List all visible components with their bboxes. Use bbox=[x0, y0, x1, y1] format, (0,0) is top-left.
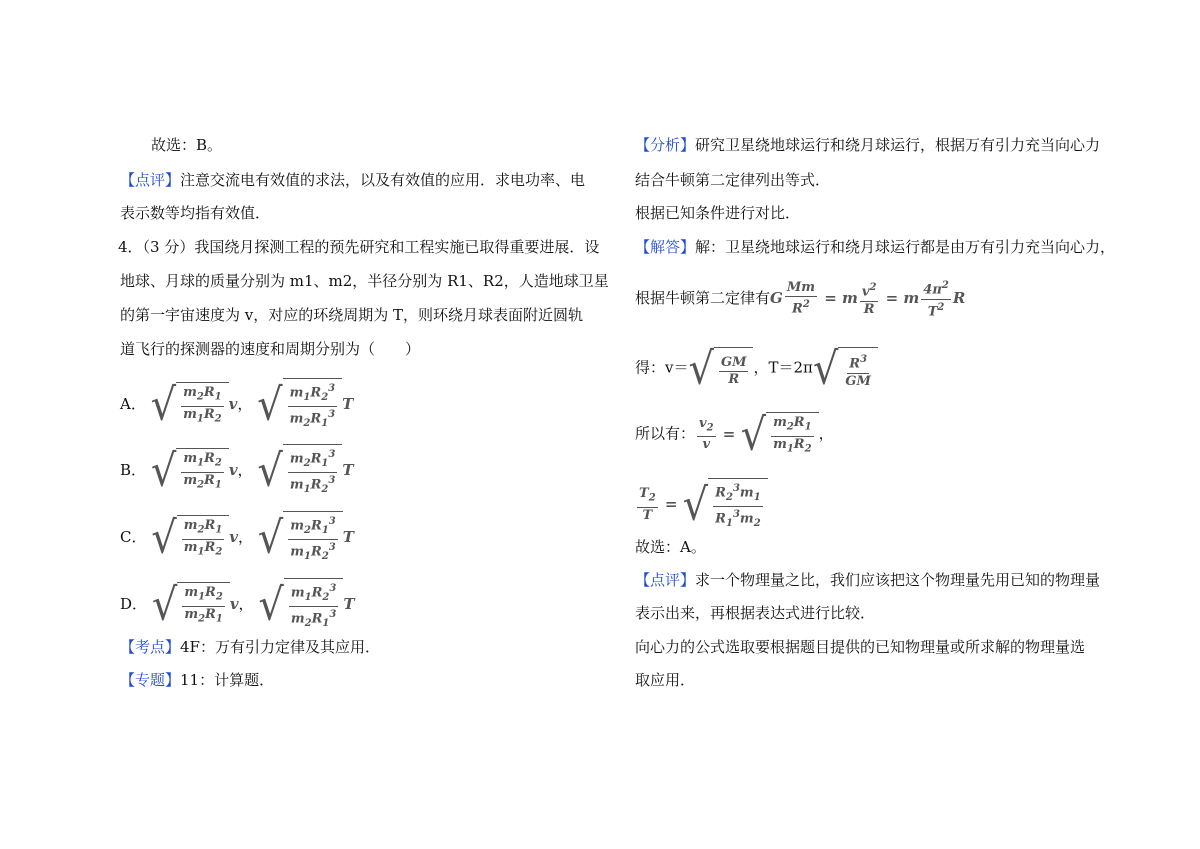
answer-line: 故选：B。 bbox=[151, 136, 223, 154]
formula: √ $\frac{m_1R_2}{m_2R_1}$ bbox=[151, 448, 229, 493]
question-line-3: 的第一宇宙速度为 v，对应的环绕周期为 T，则环绕月球表面附近圆轨 bbox=[120, 306, 584, 324]
solution-line-4: 所以有： $\frac{v_2}{v}$ = √ $\frac{m_2R_1}{m_1R_2}$ ， bbox=[635, 409, 834, 460]
question-line-4: 道飞行的探测器的速度和周期分别为（ ） bbox=[120, 340, 421, 358]
solution-line-2: 根据牛顿第二定律有G $\frac{Mm}{R^2}$ = m $\frac{v^2}{R}$ = m $\frac{4\pi^2}{T^2}$ R bbox=[635, 280, 966, 319]
comment-line-2: 表示数等均指有效值． bbox=[120, 204, 271, 222]
analysis-line-2: 结合牛顿第二定律列出等式． bbox=[635, 171, 831, 189]
formula: √ $\frac{m_1R_2^3}{m_2R_1^3}$ bbox=[258, 578, 343, 632]
formula: √ $\frac{m_2R_1^3}{m_1R_2^3}$ bbox=[257, 444, 342, 498]
solution-line-3: 得：v＝ √ $\frac{GM}{R}$ ，T＝2π √ $\frac{R^3}{GM}$ bbox=[635, 347, 878, 390]
analysis-line-3: 根据已知条件进行对比． bbox=[635, 204, 801, 222]
formula: √ $\frac{m_2R_1}{m_1R_2}$ bbox=[151, 515, 229, 560]
option-c: C． √ $\frac{m_2R_1}{m_1R_2}$ v， √ $\frac{m_2R_1^3}{m_1R_2^3}$ T bbox=[120, 512, 354, 564]
question-line-2: 地球、月球的质量分别为 m1、m2，半径分别为 R1、R2，人造地球卫星 bbox=[120, 272, 609, 290]
option-a: A． √ $\frac{m_2R_1}{m_1R_2}$ v， √ $\frac{m_1R_2^3}{m_2R_1^3}$ T bbox=[120, 379, 354, 431]
zhuanti-line: 【专题】11：计算题． bbox=[120, 671, 275, 689]
option-d: D． √ $\frac{m_1R_2}{m_2R_1}$ v， √ $\frac{m_1R_2^3}{m_2R_1^3}$ T bbox=[120, 579, 355, 631]
comment-line-1: 【点评】注意交流电有效值的求法，以及有效值的应用．求电功率、电 bbox=[120, 171, 586, 189]
solution-line-5: $\frac{T_2}{T}$ = √ $\frac{R_2^3m_1}{R_1^3m_2}$ bbox=[635, 478, 768, 532]
question-line-1: 4．（3 分）我国绕月探测工程的预先研究和工程实施已取得重要进展．设 bbox=[118, 238, 600, 256]
comment2-line-1: 【点评】求一个物理量之比，我们应该把这个物理量先用已知的物理量 bbox=[635, 571, 1101, 589]
comment2-line-4: 取应用． bbox=[635, 671, 696, 689]
answer-line-right: 故选：A。 bbox=[635, 538, 706, 556]
formula: √ $\frac{m_2R_1}{m_1R_2}$ bbox=[151, 382, 229, 427]
formula: √ $\frac{m_1R_2}{m_2R_1}$ bbox=[152, 582, 230, 627]
kaodian-line: 【考点】4F：万有引力定律及其应用． bbox=[120, 638, 380, 656]
comment2-line-3: 向心力的公式选取要根据题目提供的已知物理量或所求解的物理量选 bbox=[635, 638, 1086, 656]
solution-line-1: 【解答】解：卫星绕地球运行和绕月球运行都是由万有引力充当向心力， bbox=[635, 238, 1116, 256]
formula: √ $\frac{m_2R_1^3}{m_1R_2^3}$ bbox=[258, 511, 343, 565]
formula: √ $\frac{m_1R_2^3}{m_2R_1^3}$ bbox=[257, 378, 342, 432]
comment2-line-2: 表示出来，再根据表达式进行比较． bbox=[635, 604, 876, 622]
option-b: B． √ $\frac{m_1R_2}{m_2R_1}$ v， √ $\frac{m_2R_1^3}{m_1R_2^3}$ T bbox=[120, 445, 354, 497]
analysis-line-1: 【分析】研究卫星绕地球运行和绕月球运行，根据万有引力充当向心力 bbox=[635, 136, 1101, 154]
comment-tag: 【点评】 bbox=[120, 171, 181, 189]
